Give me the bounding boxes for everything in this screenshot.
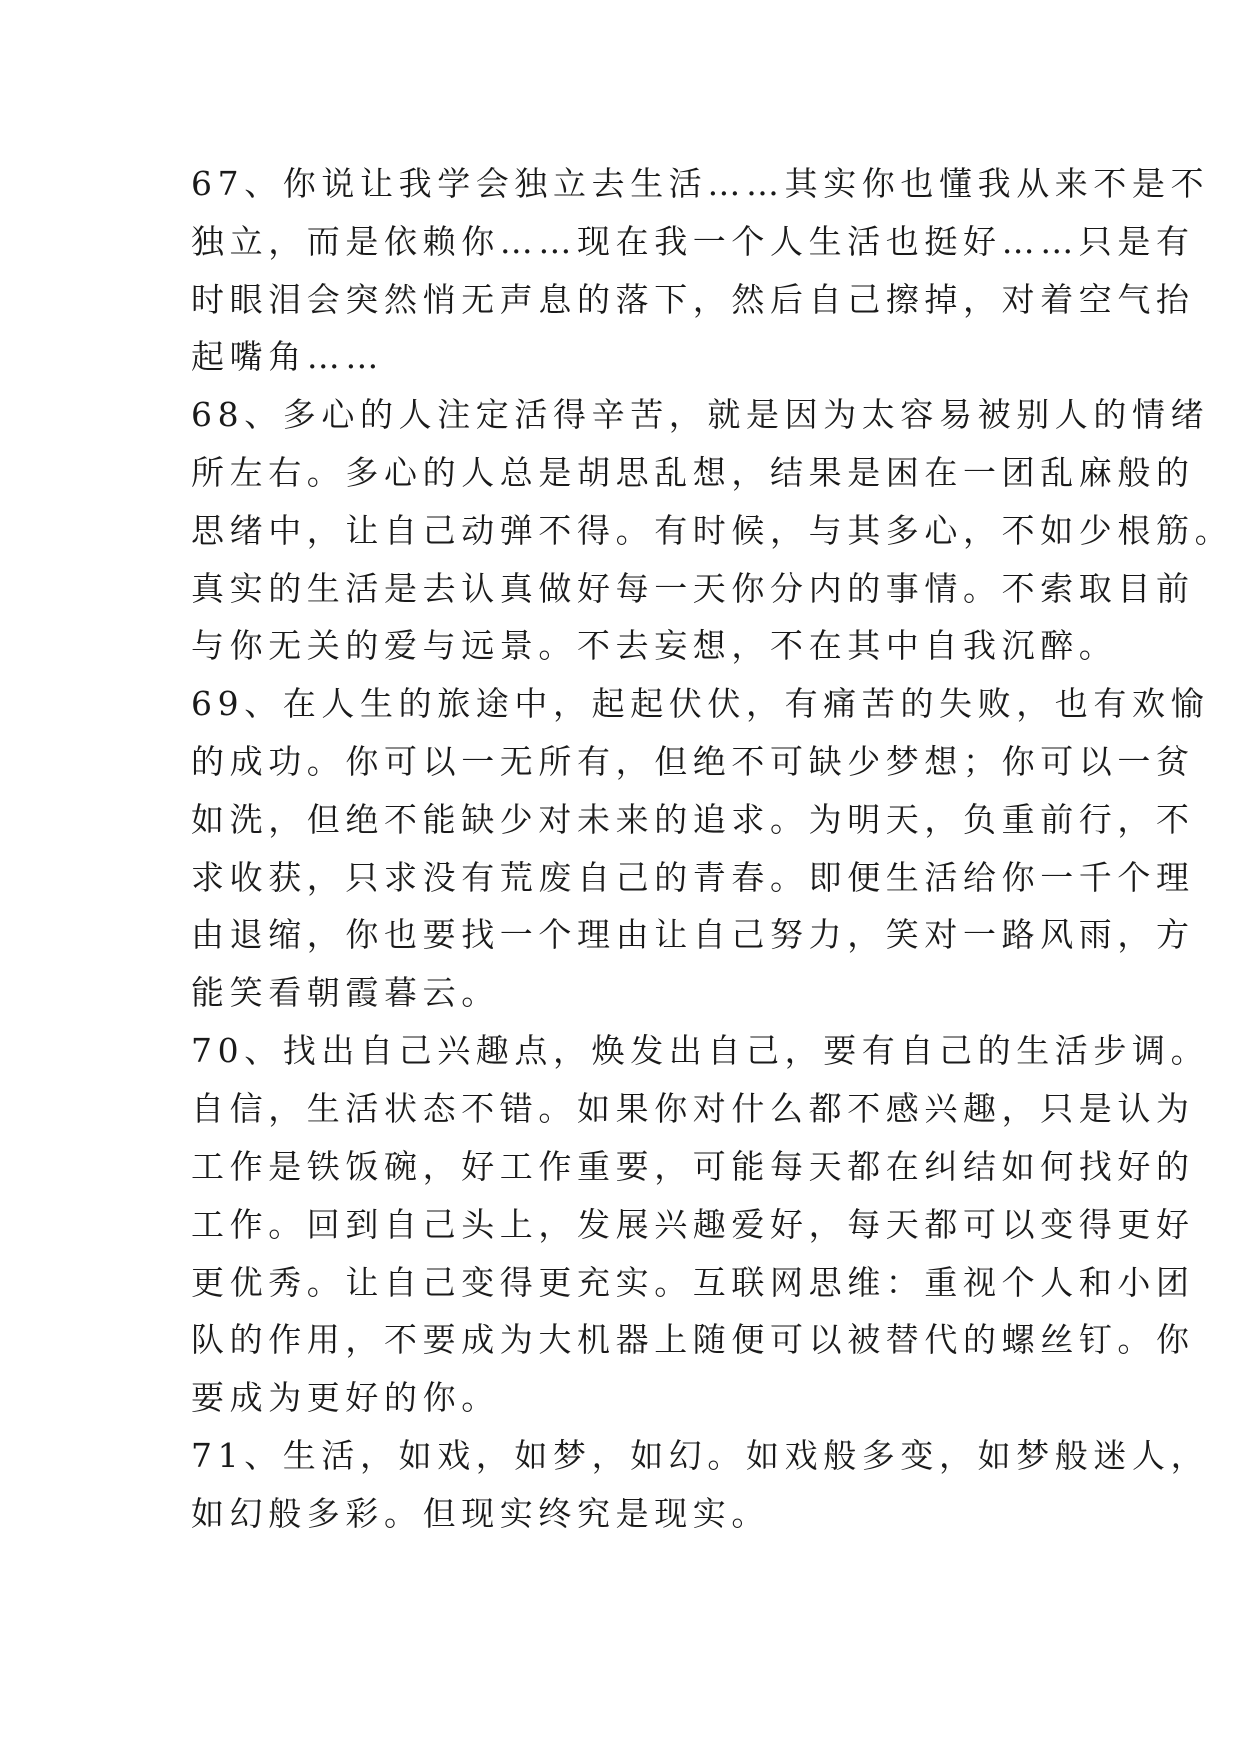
text-line: 工作是铁饭碗，好工作重要，可能每天都在纠结如何找好的 [191, 1147, 1195, 1186]
text-line: 思绪中，让自己动弹不得。有时候，与其多心，不如少根筋。 [191, 511, 1234, 550]
text-line: 68、多心的人注定活得辛苦，就是因为太容易被别人的情绪 [191, 395, 1210, 434]
text-line: 70、找出自己兴趣点，焕发出自己，要有自己的生活步调。 [191, 1031, 1210, 1070]
text-line: 时眼泪会突然悄无声息的落下，然后自己擦掉，对着空气抬 [191, 280, 1195, 319]
text-line: 求收获，只求没有荒废自己的青春。即便生活给你一千个理 [191, 858, 1195, 897]
text-line: 如幻般多彩。但现实终究是现实。 [191, 1494, 770, 1533]
text-line: 69、在人生的旅途中，起起伏伏，有痛苦的失败，也有欢愉 [191, 684, 1210, 723]
text-line: 的成功。你可以一无所有，但绝不可缺少梦想；你可以一贫 [191, 742, 1195, 781]
text-line: 起嘴角…… [191, 337, 384, 376]
text-line: 如洗，但绝不能缺少对未来的追求。为明天，负重前行，不 [191, 800, 1195, 839]
text-line: 独立，而是依赖你……现在我一个人生活也挺好……只是有 [191, 222, 1195, 261]
text-line: 67、你说让我学会独立去生活……其实你也懂我从来不是不 [191, 164, 1210, 203]
text-line: 工作。回到自己头上，发展兴趣爱好，每天都可以变得更好 [191, 1205, 1195, 1244]
text-line: 71、生活，如戏，如梦，如幻。如戏般多变，如梦般迷人， [191, 1436, 1210, 1475]
text-line: 能笑看朝霞暮云。 [191, 973, 500, 1012]
text-line: 自信，生活状态不错。如果你对什么都不感兴趣，只是认为 [191, 1089, 1195, 1128]
text-line: 更优秀。让自己变得更充实。互联网思维：重视个人和小团 [191, 1263, 1195, 1302]
text-line: 由退缩，你也要找一个理由让自己努力，笑对一路风雨，方 [191, 915, 1195, 954]
text-line: 所左右。多心的人总是胡思乱想，结果是困在一团乱麻般的 [191, 453, 1195, 492]
text-line: 队的作用，不要成为大机器上随便可以被替代的螺丝钉。你 [191, 1320, 1195, 1359]
text-line: 真实的生活是去认真做好每一天你分内的事情。不索取目前 [191, 569, 1195, 608]
text-line: 与你无关的爱与远景。不去妄想，不在其中自我沉醉。 [191, 626, 1118, 665]
text-line: 要成为更好的你。 [191, 1378, 500, 1417]
